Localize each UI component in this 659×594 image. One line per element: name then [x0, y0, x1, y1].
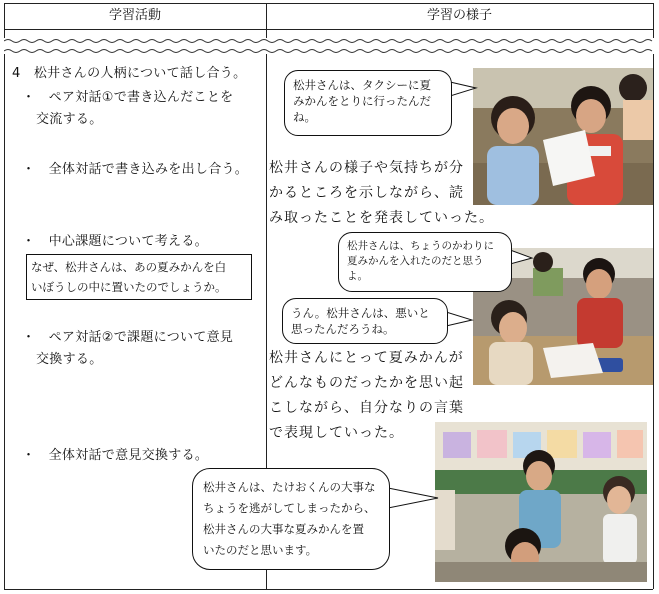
bubble-2-line2: 夏みかんを入れたのだと思う	[347, 255, 484, 267]
activity-step5: ・ 全体対話で意見交換する。	[22, 448, 209, 463]
speech-bubble-1	[284, 70, 452, 136]
activity-step1-line2: 交流する。	[36, 112, 103, 127]
bubble-3-line2: 思ったんだろうね。	[291, 322, 395, 336]
activity-item-4: 4 松井さんの人柄について話し合う。	[12, 66, 247, 81]
speech-bubble-4-tail	[388, 486, 440, 512]
state-para1-line1: 松井さんの様子や気持ちが分	[269, 160, 464, 176]
activity-step4-line1: ・ ペア対話②で課題について意見	[22, 330, 234, 345]
bubble-1-line3: ね。	[293, 110, 316, 124]
table-break-line	[4, 38, 653, 44]
central-question-box	[26, 254, 252, 300]
table-break-line-2	[4, 48, 653, 54]
classroom-photo-1	[473, 68, 653, 205]
state-para1-line2: かるところを示しながら、読	[269, 185, 464, 201]
speech-bubble-3-tail	[446, 310, 474, 330]
right-border	[653, 54, 654, 589]
header-bottom-border	[4, 29, 653, 30]
state-para2-line2: どんなものだったかを思い起	[269, 375, 464, 391]
header-state: 学習の様子	[426, 8, 492, 23]
header-activity: 学習活動	[108, 8, 161, 23]
activity-step3: ・ 中心課題について考える。	[22, 234, 208, 249]
activity-step1-line1: ・ ペア対話①で書き込んだことを	[22, 90, 234, 105]
right-border-top	[653, 3, 654, 38]
speech-bubble-2	[338, 232, 512, 292]
activity-step2: ・ 全体対話で書き込みを出し合う。	[22, 162, 249, 177]
central-question-line1: なぜ、松井さんは、あの夏みかんを白	[31, 260, 227, 274]
bubble-4-line3: 松井さんの大事な夏みかんを置	[203, 522, 364, 536]
state-para2-line3: こしながら、自分なりの言葉	[269, 400, 464, 416]
state-para1-line3: み取ったことを発表していった。	[269, 210, 494, 226]
speech-bubble-2-tail	[510, 246, 534, 268]
central-question-line2: いぼうしの中に置いたのでしょうか。	[31, 280, 227, 294]
bubble-2-line3: よ。	[347, 270, 368, 282]
speech-bubble-1-tail	[450, 80, 478, 100]
state-para2-line1: 松井さんにとって夏みかんが	[269, 350, 464, 366]
bubble-1-line1: 松井さんは、タクシーに夏	[293, 78, 431, 92]
bubble-3-line1: うん。松井さんは、悪いと	[291, 306, 430, 320]
left-border	[4, 54, 5, 589]
state-para2-line4: で表現していった。	[269, 425, 404, 441]
table-bottom-border	[4, 589, 653, 590]
bubble-2-line1: 松井さんは、ちょうのかわりに	[347, 240, 494, 252]
classroom-photo-3	[435, 422, 647, 582]
bubble-4-line1: 松井さんは、たけおくんの大事な	[203, 480, 376, 494]
speech-bubble-4	[192, 468, 390, 570]
bubble-1-line2: みかんをとりに行ったんだ	[293, 94, 431, 108]
activity-step4-line2: 交換する。	[36, 352, 103, 367]
bubble-4-line2: ちょうを逃がしてしまったから、	[203, 501, 376, 515]
bubble-4-line4: いたのだと思います。	[203, 543, 318, 557]
speech-bubble-3	[282, 298, 448, 344]
